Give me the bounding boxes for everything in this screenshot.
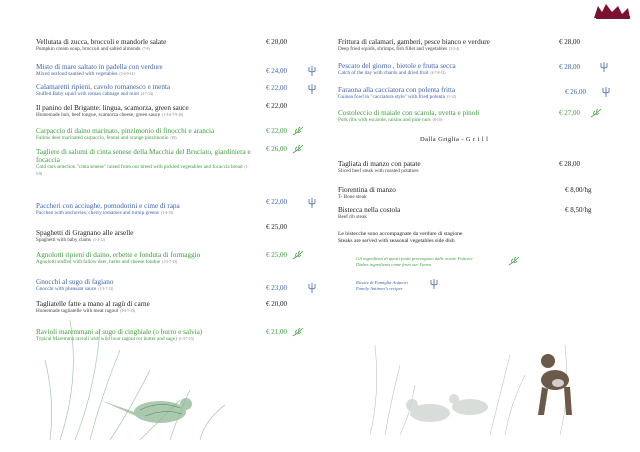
- dish-name: Spaghetti di Gragnano alle arselle: [36, 229, 134, 237]
- dish-name: Misto di mare saltato in padella con verdure: [36, 63, 163, 71]
- dish-price: € 20,00: [266, 300, 287, 308]
- dish-name: Agnolotti ripieni di daino, erbette e fonduta di formaggio: [36, 251, 201, 259]
- dish-name: Costoleccio di maiale con scarola, uvetta e pinoli: [338, 109, 480, 117]
- dish-name: Ravioli maremmani al sugo di cinghiale (o burro e salvia): [36, 328, 203, 336]
- menu-item: [36, 251, 326, 266]
- dish-description: Typical Maremma ravioli with wild boar ragout (or butter and sage) (1-3-7-13): [36, 336, 194, 342]
- dish-description: Guinea fowl in "cacciatora style" with fried polenta (1-12): [338, 94, 456, 100]
- menu-item: [36, 278, 326, 293]
- dish-price: € 28,00: [559, 63, 580, 71]
- fish-icon: [600, 86, 612, 98]
- dish-description: Deep fried squids, shrimps, fish fillet and vegetables (1-2-4): [338, 46, 460, 52]
- menu-item: [36, 104, 326, 119]
- dish-price: € 8,00/hg: [565, 186, 592, 194]
- dish-name: Carpaccio di daino marinato, pinzimonio di finocchi e arancia: [36, 127, 215, 135]
- menu-item: [338, 206, 628, 221]
- dish-price: € 22,00: [266, 102, 287, 110]
- dish-description: Agnolotti stuffed with fallow deer, herbs and cheese fondue (1-3-7-13): [36, 259, 177, 265]
- steak-note: [338, 231, 462, 245]
- menu-item: [36, 63, 326, 78]
- dish-price: € 8,50/hg: [565, 206, 592, 214]
- allergens: (1-3-7-13): [178, 337, 194, 341]
- allergens: (4-7-8-12): [430, 71, 446, 75]
- dish-description: Pork ribs with escarole, raisins and pine nuts (8-10): [338, 117, 442, 123]
- dish-description: Pacchen with anchovies, cherry tomatoes and turnip greens (1-4-13): [36, 210, 174, 216]
- brand-logo: [592, 0, 632, 27]
- legend-family-recipes: [356, 280, 408, 292]
- dish-name: Faraona alla cacciatora con polenta fritta: [338, 86, 456, 94]
- menu-item: [338, 186, 628, 201]
- dish-name: Il panino del Brigante: lingua, scamorza, green sauce: [36, 104, 189, 112]
- dish-price: € 24,00: [266, 67, 287, 75]
- section-title-grill: Dalla Griglia - G r i l l: [420, 136, 489, 143]
- allergens: (2-4-9-14): [119, 72, 135, 76]
- dish-description: Cold cuts selection "cinta senese" raised from our breed with pickled vegetables and focaccia bread (1-5-9): [36, 164, 249, 176]
- menu-item: [338, 109, 628, 124]
- legend-farms-it: Gli ingredienti di questi piatti provengono dalle nostre Fattorie: [356, 256, 473, 261]
- allergens: (1-4-13): [161, 211, 174, 215]
- fish-icon: [306, 65, 318, 77]
- steak-note-en: Steaks are served with seasonal vegetables side dish: [338, 238, 455, 244]
- menu-item: [338, 62, 628, 77]
- dish-description: Beef rib steak: [338, 214, 367, 220]
- dish-price: € 22,00: [266, 84, 287, 92]
- legend-family-recipes-en: Family Antinori's recipes: [356, 286, 403, 291]
- fish-icon: [598, 61, 610, 73]
- pheasant-illustration: [40, 300, 240, 440]
- dish-description: T- Bone steak: [338, 194, 367, 200]
- steak-note-it: Le bistecche sono accompagnate da verdure di stagione: [338, 231, 463, 237]
- fish-icon: [306, 282, 318, 294]
- allergens: (1-12): [446, 95, 456, 99]
- dish-description: Mixed seafood sautéed with vegetables (2-4-9-14): [36, 71, 135, 77]
- legend-farms-en: Dishes ingredients come from our Farms: [356, 262, 432, 267]
- menu-item: [36, 223, 326, 244]
- dish-name: Gnocchi al sugo di fagiano: [36, 278, 114, 286]
- dish-price: € 28,00: [559, 38, 580, 46]
- dish-price: € 26,00: [266, 145, 287, 153]
- dish-description: Fallow deer marinated carpaccio, fennel and orange pinzimonio (10): [36, 135, 177, 141]
- dish-price: € 25,00: [266, 251, 287, 259]
- allergens: (1-4-12): [92, 238, 105, 242]
- fish-icon: [428, 278, 440, 290]
- allergens: (1-3-7-13): [120, 309, 136, 313]
- dish-price: € 23,00: [266, 284, 287, 292]
- legend-farms: [356, 256, 473, 268]
- dish-name: Tagliatelle fatte a mano al ragù di carne: [36, 300, 150, 308]
- hunting-dogs-illustration: [360, 335, 620, 445]
- dish-description: Stuffed Baby squid with roman cabbage and mint (4-7-14): [36, 91, 153, 97]
- dish-price: € 27,00: [559, 109, 580, 117]
- allergens: (1-3-7-13): [162, 260, 177, 264]
- menu-item: [36, 38, 326, 53]
- allergens: (7-8): [142, 47, 150, 51]
- dish-description: Homemade bun, beef tongue, scamorza cheese, green sauce (1-3-6-7-9-10): [36, 112, 184, 118]
- allergens: (1-2-4): [449, 47, 460, 51]
- menu-item: [36, 198, 326, 217]
- dish-price: € 20,00: [266, 38, 287, 46]
- herb-icon: [292, 327, 304, 337]
- herb-icon: [508, 256, 520, 266]
- menu-item: [36, 127, 326, 142]
- menu-item: [36, 145, 326, 177]
- brand-logo-icon: [592, 0, 632, 22]
- allergens: (10): [170, 136, 177, 140]
- dish-name: Calamaretti ripieni, cavolo romanesco e menta: [36, 83, 171, 91]
- dish-price: € 22,00: [266, 198, 287, 206]
- fish-icon: [306, 83, 318, 95]
- dish-description: Pumpkin cream soup, broccoli and salted almonds (7-8): [36, 46, 150, 52]
- dish-name: Pescato del giorno , bietole e frutta secca: [338, 62, 456, 70]
- menu-item: [338, 38, 628, 53]
- dish-description: Sliced beef steak with roasted potatoes: [338, 168, 419, 174]
- dish-name: Paccheri con acciughe, pomodorini e cime di rapa: [36, 202, 180, 210]
- dish-price: € 26,00: [565, 88, 586, 96]
- herb-icon: [590, 108, 602, 118]
- allergens: (1-5-9): [36, 165, 249, 176]
- fish-icon: [306, 197, 318, 209]
- dish-description: Gnocchi with pheasant sauce (1-3-7-13): [36, 286, 114, 292]
- allergens: (8-10): [432, 118, 442, 122]
- dish-price: € 21,00: [266, 328, 287, 336]
- dish-name: Bistecca nella costola: [338, 206, 401, 214]
- menu-item: [36, 83, 326, 98]
- allergens: (1-3-7-13): [98, 287, 114, 291]
- dish-price: € 22,00: [266, 127, 287, 135]
- menu-item: [338, 160, 628, 175]
- legend-family-recipes-it: Ricette di Famiglia Antinori: [356, 280, 408, 285]
- dish-name: Tagliere di salumi di cinta senese della Macchia del Bruciato, giardiniera e focaccia: [36, 148, 251, 164]
- menu-item: [338, 86, 628, 101]
- dish-name: Vellutata di zucca, broccoli e mandorle salate: [36, 38, 167, 46]
- dish-price: € 28,00: [559, 160, 580, 168]
- dish-name: Frittura di calamari, gamberi, pesce bianco e verdure: [338, 38, 490, 46]
- dish-description: Homemade tagliatelle with meat ragout (1-3-7-13): [36, 308, 136, 314]
- dish-price: € 25,00: [266, 223, 287, 231]
- allergens: (1-3-6-7-9-10): [162, 113, 184, 117]
- allergens: (4-7-14): [140, 92, 153, 96]
- dish-description: Catch of the day with chards and dried fruit (4-7-8-12): [338, 70, 446, 76]
- dish-name: Tagliata di manzo con patate: [338, 160, 421, 168]
- herb-icon: [292, 144, 304, 154]
- herb-icon: [292, 126, 304, 136]
- herb-icon: [292, 250, 304, 260]
- dish-name: Fiorentina di manzo: [338, 186, 396, 194]
- dish-description: Spaghetti with baby clams (1-4-12): [36, 237, 105, 243]
